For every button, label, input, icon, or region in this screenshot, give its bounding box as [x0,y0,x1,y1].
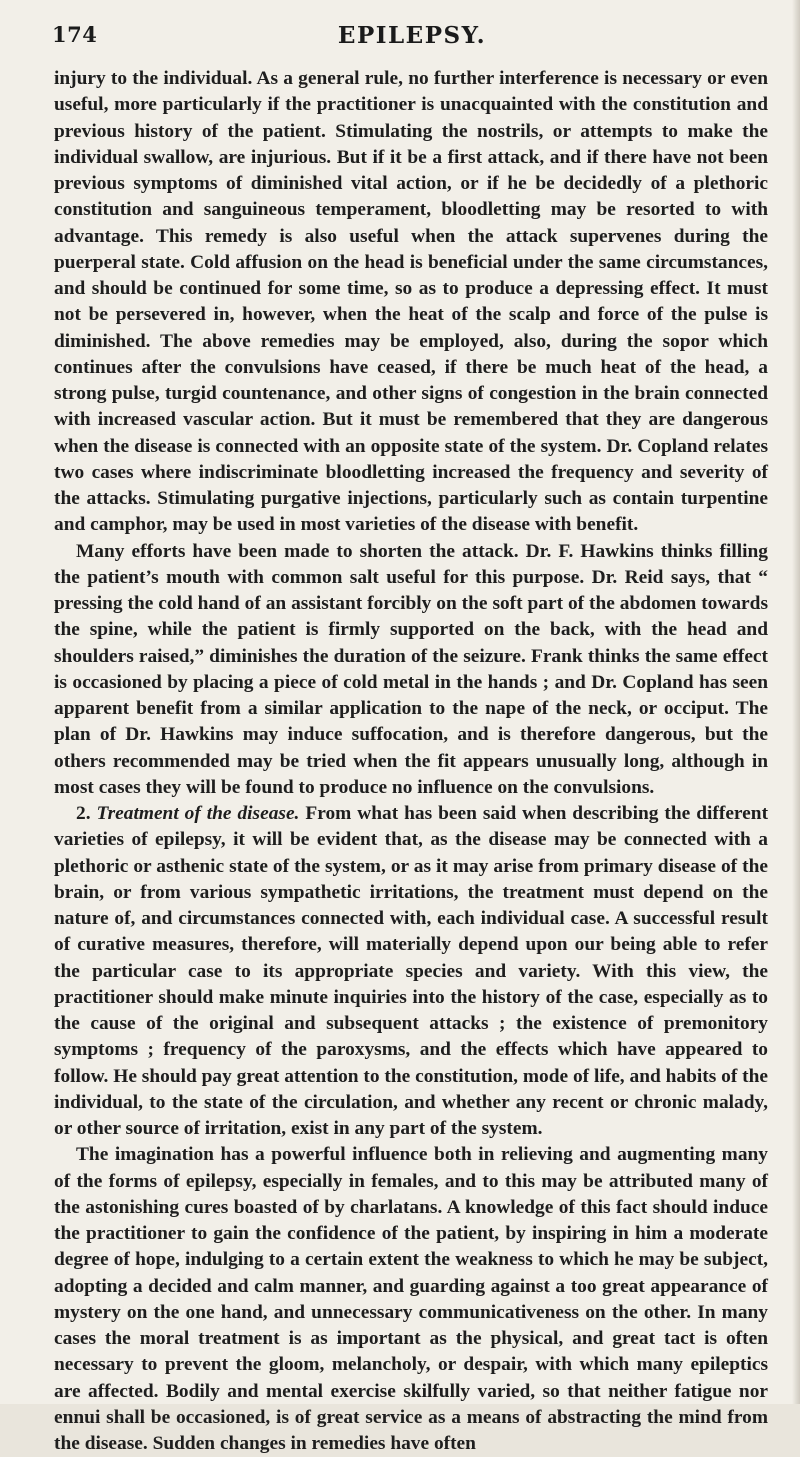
page-edge-shadow [792,0,800,1404]
paragraph-imagination [54,1142,768,1457]
paragraph-text: From what has been said when describing the different varieties of epilepsy, it will be evident that, as the disease may be connected with a plethoric or asthenic state of the system, or as it may arise from primary disease of the brain, or from various sympathetic irritations, the treatment must depend on the nature of, and circumstances connected with, each individual case. A successful result of curative measures, therefore, will materially depend upon our being able to refer the particular case to its appropriate species and variety. With this view, the practitioner should make minute inquiries into the history of the case, especially as to the cause of the original and subsequent attacks ; the existence of premonitory symptoms ; frequency of the paroxysms, and the effects which have appeared to follow. He should pay great attention to the constitution, mode of life, and habits of the individual, to the state of the circulation, and whether any recent or chronic malady, or other source of irritation, exist in any part of the system. [54,803,769,1139]
running-title: EPILEPSY. [337,22,487,49]
paragraph-acute-treatment [54,66,768,539]
running-head [52,22,772,56]
section-heading: Treatment of the disease. [96,803,300,824]
page-number: 174 [52,22,98,47]
paragraph-text: injury to the individual. As a general rule, no further interference is necessary or even useful, more particularly if the practitioner is unacquainted with the constitution and previous history of the patient. Stimulating the nostrils, or attempts to make the individual swallow, are injurious. But if it be a first attack, and if there have not been previous symptoms of diminished vital action, or if he be decidedly of a plethoric constitution and sanguineous temperament, bloodletting may be resorted to with advantage. This remedy is also useful when the attack supervenes during the puerperal state. Cold affusion on the head is beneficial under the same circumstances, and should be continued for some time, so as to produce a depressing effect. It must not be persevered in, however, when the heat of the scalp and force of the pulse is diminished. The above remedies may be employed, also, during the sopor which continues after the convulsions have ceased, if there be much heat of the head, a strong pulse, turgid countenance, and other signs of congestion in the brain connected with increased vascular action. But it must be remembered that they are dangerous when the disease is connected with an opposite state of the system. Dr. Copland relates two cases where indiscriminate bloodletting increased the frequency and severity of the attacks. Stimulating purgative injections, particularly such as contain turpentine and camphor, may be used in most varieties of the disease with benefit. [54,68,768,536]
paragraph-text: The imagination has a powerful influence both in relieving and augmenting many of the forms of epilepsy, especially in females, and to this may be attributed many of the astonishing cures boasted of by charlatans. A knowledge of this fact should induce the practitioner to gain the confidence of the patient, by inspiring in him a moderate degree of hope, indulging to a certain extent the weakness to which he may be subject, adopting a decided and calm manner, and guarding against a too great appearance of mystery on the one hand, and unnecessary communicativeness on the other. In many cases the moral treatment is as important as the physical, and great tact is often necessary to prevent the gloom, melancholy, or despair, with which many epileptics are affected. Bodily and mental exercise skilfully varied, so that neither fatigue nor ennui shall be occasioned, is of great service as a means of abstracting the mind from the disease. Sudden changes in remedies have often [54,1144,768,1454]
paragraph-treatment-of-disease [54,801,768,1142]
paragraph-shorten-attack [54,539,768,802]
section-number: 2. [76,803,97,824]
paragraph-text: Many efforts have been made to shorten the attack. Dr. F. Hawkins thinks filling the patient’s mouth with common salt useful for this purpose. Dr. Reid says, that “ pressing the cold hand of an assistant forcibly on the soft part of the abdomen towards the spine, while the patient is firmly supported on the back, with the head and shoulders raised,” diminishes the duration of the seizure. Frank thinks the same effect is occasioned by placing a piece of cold metal in the hands ; and Dr. Copland has seen apparent benefit from a similar application to the nape of the neck, or occiput. The plan of Dr. Hawkins may induce suffocation, and is therefore dangerous, but the others recommended may be tried when the fit appears unusually long, although in most cases they will be found to produce no influence on the convulsions. [54,540,768,798]
body-text [54,66,768,1457]
